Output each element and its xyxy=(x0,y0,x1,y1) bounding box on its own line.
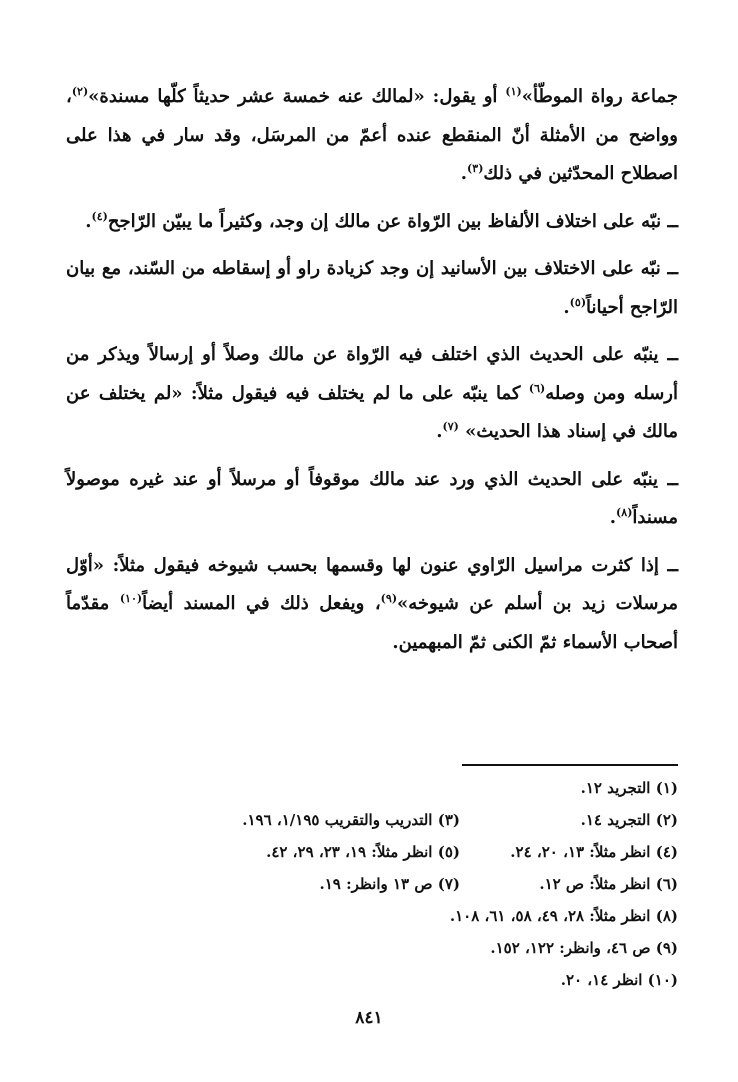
text-run: كما ينبّه على ما لم يختلف فيه فيقول مثلاً: «لم يختلف عن مالك في إسناد هذا الحديث» xyxy=(66,382,678,442)
footnote-ref[interactable]: (٣) xyxy=(467,162,484,175)
text-run: ، وواضح من الأمثلة أنّ المنقطع عنده أعمّ من المرسَل، وقد سار في هذا على اصطلاح المحدّثين في ذلك xyxy=(66,86,678,184)
footnote xyxy=(460,772,678,804)
footnote-text: انظر مثلاً: ٢٨، ٤٩، ٥٨، ٦١، ١٠٨. xyxy=(449,907,651,925)
footnote-number: (١٠) xyxy=(647,971,678,989)
text-run: ــ نبّه على الاختلاف بين الأسانيد إن وجد كزيادة راو أو إسقاطه من السّند، مع بيان الرّاجح أحياناً xyxy=(66,258,678,318)
footnote-ref[interactable]: (٨) xyxy=(616,506,633,519)
footnote-number: (٣) xyxy=(437,811,460,829)
paragraph xyxy=(66,461,678,538)
footnote-row xyxy=(58,804,678,836)
footnote-ref[interactable]: (٦) xyxy=(528,381,546,395)
footnote-number: (٥) xyxy=(437,843,460,861)
text-run: أو يقول: «لمالك عنه خمسة عشر حديثاً كلّها مسندة» xyxy=(88,86,506,107)
text-run: ــ ينبّه على الحديث الذي ورد عند مالك موقوفاً أو مرسلاً أو عند غيره موصولاً مسنداً xyxy=(66,468,678,528)
footnote xyxy=(561,964,678,996)
text-run: ــ إذا كثرت مراسيل الرّاوي عنون لها وقسمها بحسب شيوخه فيقول مثلاً: «أوّل مرسلات زيد بن أسلم عن شيوخه» xyxy=(66,554,678,614)
footnote-ref[interactable]: (٧) xyxy=(442,420,459,433)
text-run: ، ويفعل ذلك في المسند أيضاً xyxy=(142,593,381,614)
footnote xyxy=(242,836,460,868)
main-text xyxy=(66,78,678,671)
footnote-row xyxy=(58,932,678,964)
footnote-row xyxy=(58,964,678,996)
footnote xyxy=(490,932,678,964)
footnote-number: (٨) xyxy=(655,907,678,925)
text-run: . xyxy=(609,507,617,528)
footnote-text: انظر مثلاً: ١٣، ٢٠، ٢٤. xyxy=(510,843,651,861)
footnote xyxy=(450,900,678,932)
footnote-ref[interactable]: (١٠) xyxy=(119,592,143,605)
footnote-text: التجريد ١٢. xyxy=(580,779,651,797)
text-run: . xyxy=(85,210,92,232)
footnote-row xyxy=(58,900,678,932)
footnote-text: ص ١٣ وانظر: ١٩. xyxy=(319,875,433,893)
footnote-number: (٧) xyxy=(437,875,460,893)
text-run: . xyxy=(460,163,468,184)
text-run: . xyxy=(436,421,443,442)
footnote-ref[interactable]: (٥) xyxy=(569,295,587,309)
footnote xyxy=(242,868,460,900)
footnote xyxy=(460,836,678,868)
page-number: ٨٤١ xyxy=(355,1008,383,1028)
footnote-text: التدريب والتقريب ١/١٩٥، ١٩٦. xyxy=(242,811,433,829)
footnote-ref[interactable]: (٩) xyxy=(380,592,398,605)
footnote-text: التجريد ١٤. xyxy=(580,811,651,829)
footnote-ref[interactable]: (١) xyxy=(505,85,522,98)
text-run: . xyxy=(563,296,570,318)
paragraph xyxy=(66,78,678,194)
text-run: مقدّماً أصحاب الأسماء ثمّ الكنى ثمّ المبهمين. xyxy=(66,593,678,653)
footnote-row xyxy=(58,772,678,804)
footnote-number: (٦) xyxy=(655,875,678,893)
paragraph xyxy=(66,203,678,242)
text-run: ــ ينبّه على الحديث الذي اختلف فيه الرّواة عن مالك وصلاً أو إرسالاً ويذكر من أرسله ومن وصله xyxy=(66,344,678,404)
paragraph xyxy=(66,547,678,663)
footnote-number: (١) xyxy=(655,779,678,797)
footnote-ref[interactable]: (٤) xyxy=(91,209,108,223)
text-run: جماعة رواة الموطّأ» xyxy=(521,86,678,107)
footnote-number: (٢) xyxy=(655,811,678,829)
footnote-text: ص ٤٦، وانظر: ١٢٢، ١٥٢. xyxy=(490,939,651,957)
footnote xyxy=(460,804,678,836)
footnote-separator xyxy=(462,764,678,766)
footnote-text: انظر مثلاً: ١٩، ٢٣، ٢٩، ٤٢. xyxy=(266,843,433,861)
paragraph xyxy=(66,336,678,452)
footnote-number: (٩) xyxy=(655,939,678,957)
footnote xyxy=(242,804,460,836)
footnote-number: (٤) xyxy=(655,843,678,861)
footnote-text: انظر مثلاً: ص ١٢. xyxy=(539,875,651,893)
footnote-row xyxy=(58,836,678,868)
footnote-row xyxy=(58,868,678,900)
paragraph xyxy=(66,250,678,327)
text-run: ــ نبّه على اختلاف الألفاظ بين الرّواة عن مالك إن وجد، وكثيراً ما يبيّن الرّاجح xyxy=(107,210,678,232)
footnote xyxy=(460,868,678,900)
footnote-text: انظر ١٤، ٢٠. xyxy=(560,971,643,989)
footnotes xyxy=(58,772,678,996)
footnote-ref[interactable]: (٢) xyxy=(71,85,89,98)
